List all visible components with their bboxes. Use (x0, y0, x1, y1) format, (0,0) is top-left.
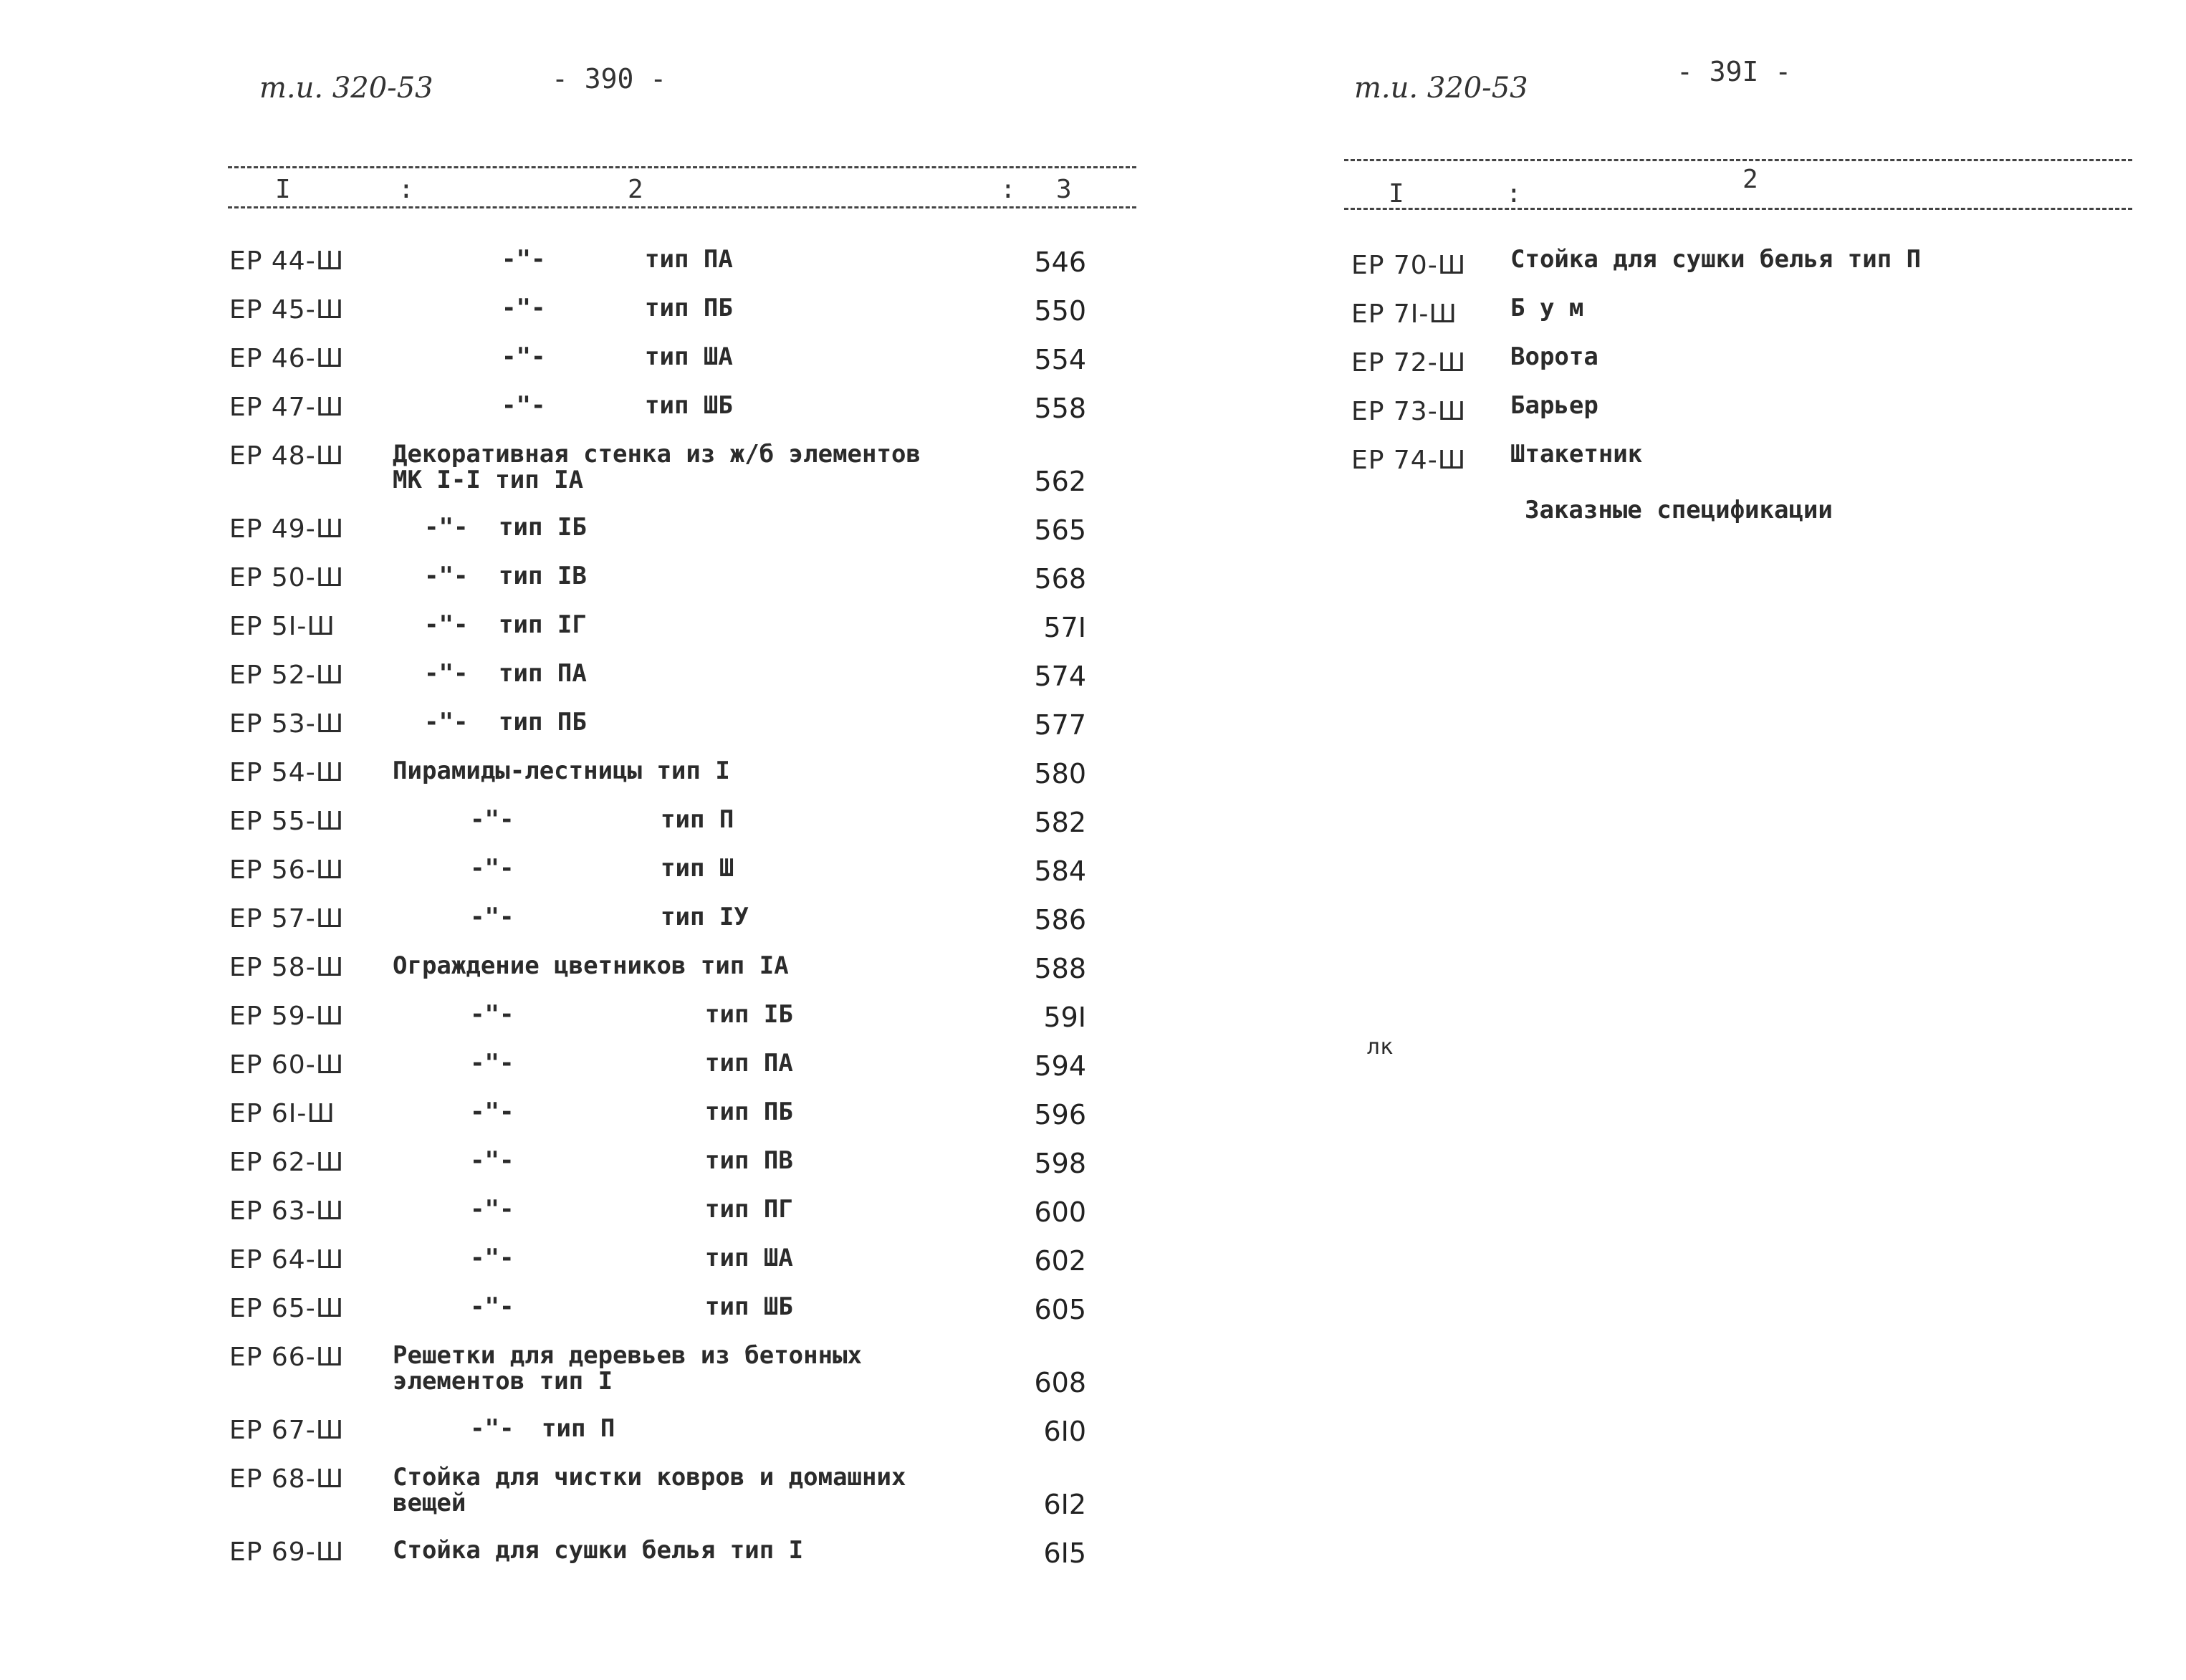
row-page: 565 (1034, 514, 1086, 546)
row-page: 598 (1034, 1148, 1086, 1179)
row-code: ЕР 57-Ш (229, 904, 345, 933)
row-code: ЕР 46-Ш (229, 344, 345, 373)
row-page: 600 (1034, 1196, 1086, 1228)
ditto-mark: -"- (502, 245, 546, 274)
ditto-mark: -"- (470, 854, 514, 883)
row-page: 577 (1034, 709, 1086, 741)
ditto-mark: -"- (470, 1292, 514, 1321)
header-ref: т.и. 320-53 (259, 72, 433, 105)
page-number: - 39I - (1677, 56, 1792, 87)
row-page: 584 (1034, 855, 1086, 887)
ditto-mark: -"- (424, 659, 469, 688)
ditto-mark: -"- (470, 1098, 514, 1126)
header-top-rule (228, 166, 1136, 168)
row-page: 602 (1034, 1245, 1086, 1277)
row-code: ЕР 60-Ш (229, 1050, 345, 1080)
row-page: 594 (1034, 1050, 1086, 1082)
row-page: 550 (1034, 295, 1086, 327)
row-code: ЕР 64-Ш (229, 1245, 345, 1275)
row-code: ЕР 74-Ш (1351, 446, 1467, 475)
right-page (1304, 0, 2186, 1680)
header-bottom-rule (228, 206, 1136, 208)
column-separator: : (398, 175, 414, 204)
ditto-mark: -"- (424, 708, 469, 736)
row-title: тип ПА (645, 245, 733, 274)
row-code: ЕР 59-Ш (229, 1002, 345, 1031)
ditto-mark: -"- (502, 391, 546, 420)
row-title: тип IВ (499, 562, 587, 590)
row-code: ЕР 70-Ш (1351, 251, 1467, 280)
row-title: тип ПВ (705, 1146, 793, 1175)
row-page: 59I (1043, 1002, 1086, 1033)
header-bottom-rule (1344, 208, 2132, 210)
row-title: тип ПГ (705, 1195, 793, 1224)
row-code: ЕР 66-Ш (229, 1343, 345, 1372)
row-page: 582 (1034, 807, 1086, 838)
column-header-2: 2 (628, 175, 643, 204)
row-code: ЕР 55-Ш (229, 807, 345, 836)
row-page: 546 (1034, 246, 1086, 278)
ditto-mark: -"- (470, 1000, 514, 1029)
row-title: тип ПБ (705, 1098, 793, 1126)
header-top-rule (1344, 159, 2132, 161)
row-title: Барьер (1510, 391, 1598, 420)
row-code: ЕР 7I-Ш (1351, 299, 1457, 329)
ditto-mark: -"- (470, 1146, 514, 1175)
row-title: Ворота (1510, 342, 1598, 371)
row-title: тип ПБ (645, 294, 733, 322)
row-code: ЕР 53-Ш (229, 709, 345, 739)
row-title: Стойка для чистки ковров и домашних вещей (393, 1463, 906, 1517)
row-code: ЕР 49-Ш (229, 514, 345, 544)
row-title: Декоративная стенка из ж/б элементов МК I-I тип IА (393, 440, 921, 494)
row-title: тип ША (705, 1244, 793, 1272)
row-title: тип П (661, 805, 734, 834)
row-code: ЕР 54-Ш (229, 758, 345, 787)
row-page: 6I0 (1043, 1416, 1086, 1447)
column-separator: : (1000, 175, 1016, 204)
row-page: 580 (1034, 758, 1086, 789)
page-number: - 390 - (552, 63, 667, 95)
column-separator: : (1506, 179, 1522, 208)
column-header-3: 3 (1056, 175, 1072, 204)
row-title: Ограждение цветников тип IА (393, 951, 789, 980)
row-page: 6I2 (1043, 1489, 1086, 1520)
row-title: тип ША (645, 342, 733, 371)
row-page: 558 (1034, 393, 1086, 424)
row-title: тип ШБ (705, 1292, 793, 1321)
row-code: ЕР 72-Ш (1351, 348, 1467, 378)
row-title: Решетки для деревьев из бетонных элементов тип I (393, 1341, 863, 1396)
ditto-mark: -"- (424, 513, 469, 542)
row-title: тип IУ (661, 903, 749, 931)
row-page: 574 (1034, 661, 1086, 692)
ditto-mark: -"- (470, 1244, 514, 1272)
ditto-mark: -"- (424, 562, 469, 590)
row-code: ЕР 5I-Ш (229, 612, 335, 641)
row-code: ЕР 52-Ш (229, 661, 345, 690)
column-header-2: 2 (1742, 165, 1758, 194)
row-code: ЕР 6I-Ш (229, 1099, 335, 1128)
row-title: тип ПА (705, 1049, 793, 1077)
custom-specifications-note: Заказные спецификации (1525, 496, 1833, 524)
row-title: Б у м (1510, 294, 1584, 322)
row-code: ЕР 48-Ш (229, 441, 345, 471)
ditto-mark: -"- (470, 1195, 514, 1224)
row-code: ЕР 62-Ш (229, 1148, 345, 1177)
ditto-mark: -"- (502, 342, 546, 371)
row-title: тип ШБ (645, 391, 733, 420)
row-title: Пирамиды-лестницы тип I (393, 757, 730, 785)
ditto-mark: -"- (470, 903, 514, 931)
row-page: 57I (1043, 612, 1086, 643)
ditto-mark: -"- (424, 610, 469, 639)
column-header-1: I (275, 175, 291, 204)
row-code: ЕР 67-Ш (229, 1416, 345, 1445)
row-page: 588 (1034, 953, 1086, 984)
row-code: ЕР 69-Ш (229, 1537, 345, 1567)
row-title: Штакетник (1510, 440, 1643, 469)
row-page: 608 (1034, 1367, 1086, 1398)
row-code: ЕР 58-Ш (229, 953, 345, 982)
row-code: ЕР 44-Ш (229, 246, 345, 276)
column-header-1: I (1389, 179, 1404, 208)
row-code: ЕР 50-Ш (229, 563, 345, 592)
row-page: 586 (1034, 904, 1086, 936)
row-title: Стойка для сушки белья тип П (1510, 245, 1922, 274)
row-code: ЕР 63-Ш (229, 1196, 345, 1226)
row-code: ЕР 47-Ш (229, 393, 345, 422)
row-title: тип IГ (499, 610, 587, 639)
row-code: ЕР 65-Ш (229, 1294, 345, 1323)
row-title: тип IБ (705, 1000, 793, 1029)
row-page: 562 (1034, 466, 1086, 497)
ditto-mark: -"- (470, 805, 514, 834)
row-title: тип ПА (499, 659, 587, 688)
row-page: 596 (1034, 1099, 1086, 1131)
row-page: 6I5 (1043, 1537, 1086, 1569)
row-code: ЕР 68-Ш (229, 1464, 345, 1494)
row-page: 568 (1034, 563, 1086, 595)
row-code: ЕР 56-Ш (229, 855, 345, 885)
initials: лк (1367, 1035, 1394, 1060)
header-ref: т.и. 320-53 (1354, 72, 1528, 105)
ditto-mark: -"- (502, 294, 546, 322)
row-title: тип Ш (661, 854, 734, 883)
row-code: ЕР 73-Ш (1351, 397, 1467, 426)
row-code: ЕР 45-Ш (229, 295, 345, 325)
row-title: тип IБ (499, 513, 587, 542)
row-title: Стойка для сушки белья тип I (393, 1536, 804, 1565)
row-title: тип ПБ (499, 708, 587, 736)
ditto-mark: -"- (470, 1414, 514, 1443)
row-title: тип П (542, 1414, 615, 1443)
ditto-mark: -"- (470, 1049, 514, 1077)
row-page: 605 (1034, 1294, 1086, 1325)
row-page: 554 (1034, 344, 1086, 375)
